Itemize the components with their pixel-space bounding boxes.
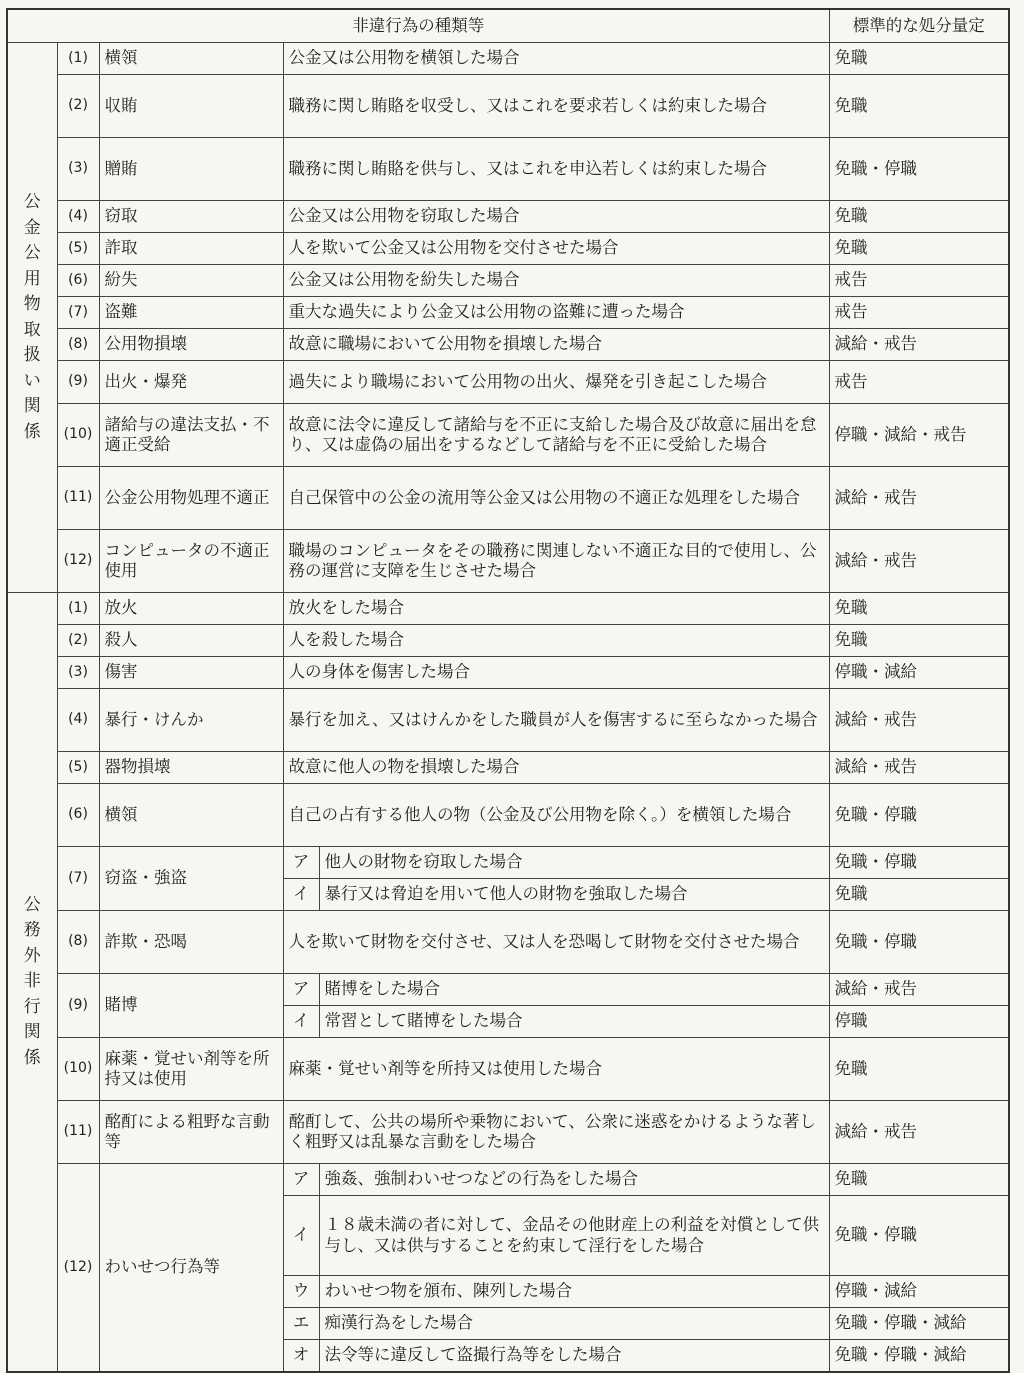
item-number: (1) [57, 43, 99, 75]
table-row [7, 201, 1009, 233]
item-category: 放火 [99, 593, 283, 625]
table-row [7, 657, 1009, 689]
item-category: 公金公用物処理不適正 [99, 467, 283, 530]
item-penalty: 免職・停職 [829, 911, 1009, 974]
item-penalty: 免職 [829, 625, 1009, 657]
item-description: 他人の財物を窃取した場合 [319, 847, 829, 879]
item-description: 放火をした場合 [283, 593, 829, 625]
item-category: 傷害 [99, 657, 283, 689]
item-number: (8) [57, 911, 99, 974]
section-title-char: 係 [23, 1047, 41, 1068]
table-row [7, 361, 1009, 404]
item-penalty: 免職・停職 [829, 138, 1009, 201]
item-penalty: 免職 [829, 1164, 1009, 1196]
item-description: 職場のコンピュータをその職務に関連しない不適正な目的で使用し、公務の運営に支障を生じさせた場合 [283, 530, 829, 593]
item-penalty: 免職 [829, 75, 1009, 138]
item-penalty: 免職 [829, 43, 1009, 75]
item-category: 盗難 [99, 297, 283, 329]
item-number: (3) [57, 657, 99, 689]
sub-item-label: ア [283, 974, 319, 1006]
item-description: 自己保管中の公金の流用等公金又は公用物の不適正な処理をした場合 [283, 467, 829, 530]
item-category: 窃取 [99, 201, 283, 233]
item-description: 暴行又は脅迫を用いて他人の財物を強取した場合 [319, 879, 829, 911]
section-title [7, 593, 57, 1373]
item-penalty: 減給・戒告 [829, 329, 1009, 361]
table-row [7, 404, 1009, 467]
item-category: コンピュータの不適正使用 [99, 530, 283, 593]
item-penalty: 免職 [829, 201, 1009, 233]
table-row [7, 1101, 1009, 1164]
item-category: 暴行・けんか [99, 689, 283, 752]
item-number: (11) [57, 1101, 99, 1164]
item-category: 賭博 [99, 974, 283, 1038]
item-number: (12) [57, 1164, 99, 1373]
item-penalty: 減給・戒告 [829, 467, 1009, 530]
item-description: 職務に関し賄賂を供与し、又はこれを申込若しくは約束した場合 [283, 138, 829, 201]
header-row [7, 9, 1009, 43]
item-penalty: 減給・戒告 [829, 530, 1009, 593]
item-description: 過失により職場において公用物の出火、爆発を引き起こした場合 [283, 361, 829, 404]
item-category: わいせつ行為等 [99, 1164, 283, 1373]
item-description: 自己の占有する他人の物（公金及び公用物を除く。）を横領した場合 [283, 784, 829, 847]
item-penalty: 停職・減給・戒告 [829, 404, 1009, 467]
table-row [7, 911, 1009, 974]
table-row [7, 233, 1009, 265]
item-penalty: 減給・戒告 [829, 752, 1009, 784]
item-penalty: 停職・減給 [829, 657, 1009, 689]
item-description: 人を殺した場合 [283, 625, 829, 657]
item-number: (7) [57, 847, 99, 911]
item-penalty: 戒告 [829, 361, 1009, 404]
table-subrow [7, 974, 1009, 1006]
item-category: 公用物損壊 [99, 329, 283, 361]
section-title-char: 関 [23, 396, 41, 416]
section-title-char: 務 [23, 920, 41, 941]
table-row [7, 1038, 1009, 1101]
item-penalty: 停職 [829, 1006, 1009, 1038]
item-category: 横領 [99, 784, 283, 847]
table-row [7, 689, 1009, 752]
item-penalty: 戒告 [829, 297, 1009, 329]
item-description: 公金又は公用物を紛失した場合 [283, 265, 829, 297]
item-penalty: 戒告 [829, 265, 1009, 297]
item-number: (4) [57, 689, 99, 752]
item-description: 故意に他人の物を損壊した場合 [283, 752, 829, 784]
sub-item-label: イ [283, 879, 319, 911]
item-penalty: 減給・戒告 [829, 974, 1009, 1006]
item-category: 酩酊による粗野な言動等 [99, 1101, 283, 1164]
item-number: (12) [57, 530, 99, 593]
disciplinary-standards-table [6, 8, 1010, 1373]
item-number: (2) [57, 625, 99, 657]
item-penalty: 免職 [829, 1038, 1009, 1101]
item-number: (4) [57, 201, 99, 233]
item-description: 酩酊して、公共の場所や乗物において、公衆に迷惑をかけるような著しく粗野又は乱暴な言動をした場合 [283, 1101, 829, 1164]
item-category: 器物損壊 [99, 752, 283, 784]
item-category: 窃盗・強盗 [99, 847, 283, 911]
sub-item-label: イ [283, 1006, 319, 1038]
item-description: わいせつ物を頒布、陳列した場合 [319, 1276, 829, 1308]
item-number: (2) [57, 75, 99, 138]
item-number: (6) [57, 265, 99, 297]
table-row [7, 297, 1009, 329]
item-penalty: 免職 [829, 879, 1009, 911]
item-category: 贈賄 [99, 138, 283, 201]
item-number: (9) [57, 361, 99, 404]
table-row [7, 75, 1009, 138]
sub-item-label: エ [283, 1308, 319, 1340]
item-number: (7) [57, 297, 99, 329]
item-description: 法令等に違反して盗撮行為等をした場合 [319, 1340, 829, 1373]
sub-item-label: オ [283, 1340, 319, 1373]
item-penalty: 免職 [829, 233, 1009, 265]
table-row [7, 625, 1009, 657]
section-title-char: 用 [23, 268, 41, 289]
item-number: (10) [57, 1038, 99, 1101]
section-title [7, 43, 57, 593]
table-row [7, 784, 1009, 847]
table-subrow [7, 847, 1009, 879]
item-number: (9) [57, 974, 99, 1038]
item-category: 詐取 [99, 233, 283, 265]
section-title-char: 行 [23, 996, 41, 1017]
item-description: 故意に法令に違反して諸給与を不正に支給した場合及び故意に届出を怠り、又は虚偽の届出をするなどして諸給与を不正に受給した場合 [283, 404, 829, 467]
item-penalty: 免職・停職 [829, 1196, 1009, 1276]
section-title-char: 公 [23, 192, 41, 212]
item-number: (11) [57, 467, 99, 530]
item-penalty: 停職・減給 [829, 1276, 1009, 1308]
section-title-char: 非 [23, 971, 41, 992]
item-category: 諸給与の違法支払・不適正受給 [99, 404, 283, 467]
section-title-char: 金 [23, 217, 41, 238]
item-category: 収賄 [99, 75, 283, 138]
item-penalty: 免職 [829, 593, 1009, 625]
section-title-char: 関 [23, 1022, 41, 1043]
section-title-char: い [23, 370, 41, 391]
section-title-char: 物 [23, 294, 41, 314]
item-penalty: 減給・戒告 [829, 1101, 1009, 1164]
item-category: 殺人 [99, 625, 283, 657]
item-number: (1) [57, 593, 99, 625]
item-category: 紛失 [99, 265, 283, 297]
item-description: 痴漢行為をした場合 [319, 1308, 829, 1340]
item-penalty: 減給・戒告 [829, 689, 1009, 752]
item-description: 暴行を加え、又はけんかをした職員が人を傷害するに至らなかった場合 [283, 689, 829, 752]
section-title-char: 取 [23, 319, 41, 340]
item-penalty: 免職・停職 [829, 847, 1009, 879]
item-description: 公金又は公用物を横領した場合 [283, 43, 829, 75]
item-number: (10) [57, 404, 99, 467]
item-number: (6) [57, 784, 99, 847]
sub-item-label: ア [283, 1164, 319, 1196]
sub-item-label: イ [283, 1196, 319, 1276]
item-penalty: 免職・停職・減給 [829, 1340, 1009, 1373]
table-row [7, 265, 1009, 297]
item-penalty: 免職・停職・減給 [829, 1308, 1009, 1340]
item-description: 公金又は公用物を窃取した場合 [283, 201, 829, 233]
header-type-label: 非違行為の種類等 [7, 9, 829, 43]
section-title-char: 公 [23, 243, 41, 263]
table-row [7, 752, 1009, 784]
item-category: 出火・爆発 [99, 361, 283, 404]
item-description: 重大な過失により公金又は公用物の盗難に遭った場合 [283, 297, 829, 329]
section-title-char: 係 [23, 421, 41, 442]
item-category: 横領 [99, 43, 283, 75]
section-title-char: 扱 [23, 345, 41, 365]
item-description: 人の身体を傷害した場合 [283, 657, 829, 689]
section-title-char: 外 [23, 945, 41, 966]
header-penalty-label: 標準的な処分量定 [829, 9, 1009, 43]
item-description: 人を欺いて財物を交付させ、又は人を恐喝して財物を交付させた場合 [283, 911, 829, 974]
item-description: 強姦、強制わいせつなどの行為をした場合 [319, 1164, 829, 1196]
section-title-char: 公 [23, 894, 41, 915]
item-description: 故意に職場において公用物を損壊した場合 [283, 329, 829, 361]
item-description: １８歳未満の者に対して、金品その他財産上の利益を対償として供与し、又は供与することを約束して淫行をした場合 [319, 1196, 829, 1276]
table-row [7, 467, 1009, 530]
table-row [7, 530, 1009, 593]
item-description: 賭博をした場合 [319, 974, 829, 1006]
table-subrow [7, 1164, 1009, 1196]
item-category: 詐欺・恐喝 [99, 911, 283, 974]
item-description: 人を欺いて公金又は公用物を交付させた場合 [283, 233, 829, 265]
item-category: 麻薬・覚せい剤等を所持又は使用 [99, 1038, 283, 1101]
item-description: 麻薬・覚せい剤等を所持又は使用した場合 [283, 1038, 829, 1101]
item-penalty: 免職・停職 [829, 784, 1009, 847]
item-number: (5) [57, 233, 99, 265]
table-row [7, 43, 1009, 75]
item-description: 職務に関し賄賂を収受し、又はこれを要求若しくは約束した場合 [283, 75, 829, 138]
sub-item-label: ア [283, 847, 319, 879]
table-row [7, 138, 1009, 201]
table-row [7, 329, 1009, 361]
sub-item-label: ウ [283, 1276, 319, 1308]
item-number: (8) [57, 329, 99, 361]
table-row [7, 593, 1009, 625]
item-description: 常習として賭博をした場合 [319, 1006, 829, 1038]
item-number: (5) [57, 752, 99, 784]
item-number: (3) [57, 138, 99, 201]
